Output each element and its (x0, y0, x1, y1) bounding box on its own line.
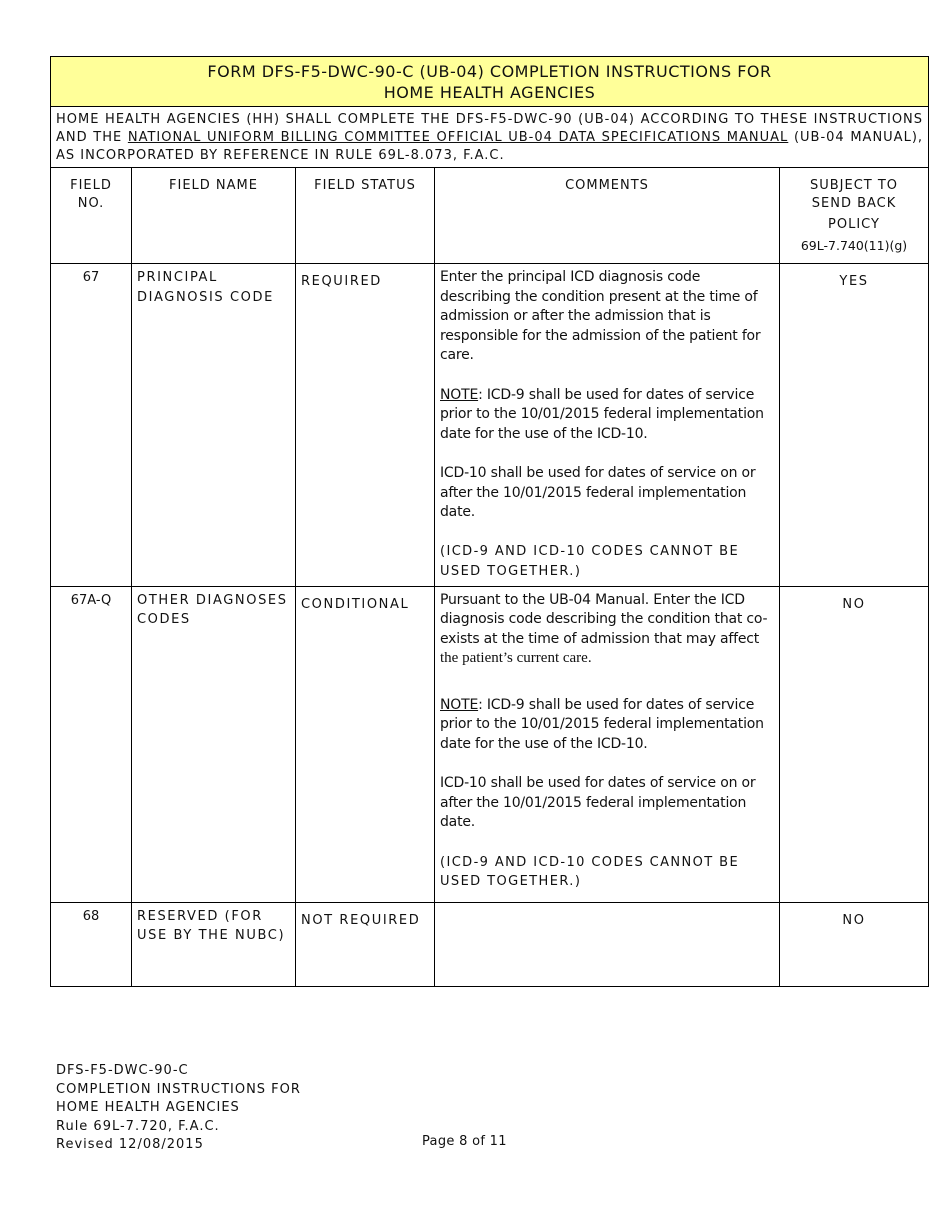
note-label: NOTE (440, 696, 479, 713)
form-title-line1: FORM DFS-F5-DWC-90-C (UB-04) COMPLETION INSTRUCTIONS FOR (207, 62, 772, 81)
field-status: CONDITIONAL (296, 586, 435, 902)
page-footer (56, 1062, 301, 1155)
note-paragraph (440, 696, 774, 755)
comment-text-serif: the patient’s current care. (440, 650, 592, 667)
field-no: 67 (51, 264, 132, 587)
sendback-value: NO (780, 902, 929, 986)
field-name: PRINCIPAL DIAGNOSIS CODE (132, 264, 296, 587)
header-sendback-line1: SUBJECT TO (809, 178, 899, 193)
sendback-value: NO (780, 586, 929, 902)
table-row (51, 264, 929, 587)
header-sendback-policy (780, 168, 929, 264)
comment-paragraph: (ICD-9 AND ICD-10 CODES CANNOT BE USED TOGETHER.) (440, 544, 740, 579)
form-title (51, 57, 929, 107)
header-sendback-rule: 69L-7.740(11)(g) (800, 238, 908, 253)
page-number: Page 8 of 11 (422, 1134, 507, 1149)
note-text: : ICD-9 shall be used for dates of service prior to the 10/01/2015 federal implementation date for the use of the ICD-10. (440, 696, 764, 753)
note-text: : ICD-9 shall be used for dates of service prior to the 10/01/2015 federal implementation date for the use of the ICD-10. (440, 386, 764, 442)
field-name: OTHER DIAGNOSES CODES (132, 586, 296, 902)
comment-paragraph: ICD-10 shall be used for dates of service on or after the 10/01/2015 federal implementation date. (440, 775, 756, 831)
instructions-form (50, 56, 928, 987)
intro-text-2: (UB-04 MANUAL), AS INCORPORATED BY REFERENCE IN RULE 69L-8.073, F.A.C. (56, 130, 924, 163)
comment-paragraph: Enter the principal ICD diagnosis code describing the condition present at the time of admission or after the admission that is responsible for the admission of the patient for care. (440, 269, 761, 364)
field-name: RESERVED (FOR USE BY THE NUBC) (132, 902, 296, 986)
header-field-no-line2: NO. (77, 196, 105, 211)
intro-text-1: HOME HEALTH AGENCIES (HH) SHALL COMPLETE THE DFS-F5-DWC-90 (UB-04) ACCORDING TO THESE INSTRUCTIONS AND THE (56, 112, 924, 145)
field-no: 67A-Q (51, 586, 132, 902)
header-comments: COMMENTS (435, 168, 780, 264)
field-no: 68 (51, 902, 132, 986)
table-row (51, 586, 929, 902)
note-paragraph (440, 386, 774, 445)
header-field-no-line1: FIELD (70, 178, 112, 193)
comment-paragraph (440, 591, 774, 669)
footer-title-line1: COMPLETION INSTRUCTIONS FOR (56, 1081, 301, 1097)
comment-paragraph: (ICD-9 AND ICD-10 CODES CANNOT BE USED TOGETHER.) (440, 854, 740, 890)
header-field-name: FIELD NAME (132, 168, 296, 264)
footer-title-line2: HOME HEALTH AGENCIES (56, 1100, 240, 1115)
header-row (51, 168, 929, 264)
form-title-line2: HOME HEALTH AGENCIES (383, 83, 596, 102)
note-label: NOTE (440, 386, 479, 403)
field-status: REQUIRED (296, 264, 435, 587)
header-sendback-line3: POLICY (828, 217, 880, 232)
sendback-value: YES (780, 264, 929, 587)
comment-paragraph: ICD-10 shall be used for dates of service on or after the 10/01/2015 federal implementation date. (440, 464, 756, 521)
comments-cell (435, 264, 780, 587)
comments-cell (435, 586, 780, 902)
header-sendback-line2: SEND BACK (811, 196, 897, 211)
comment-text: Pursuant to the UB-04 Manual. Enter the ICD diagnosis code describing the condition that co-exists at the time of admission that may affect (440, 591, 768, 647)
footer-form-id: DFS-F5-DWC-90-C (56, 1063, 189, 1078)
ub04-manual-reference: NATIONAL UNIFORM BILLING COMMITTEE OFFICIAL UB-04 DATA SPECIFICATIONS MANUAL (127, 130, 789, 145)
header-field-status: FIELD STATUS (296, 168, 435, 264)
table-row (51, 902, 929, 986)
footer-rule: Rule 69L-7.720, F.A.C. (56, 1118, 220, 1134)
instructions-table (50, 56, 929, 987)
comments-cell (435, 902, 780, 986)
intro-paragraph (51, 107, 929, 168)
footer-revised: Revised 12/08/2015 (56, 1137, 204, 1152)
header-field-no (51, 168, 132, 264)
field-status: NOT REQUIRED (296, 902, 435, 986)
